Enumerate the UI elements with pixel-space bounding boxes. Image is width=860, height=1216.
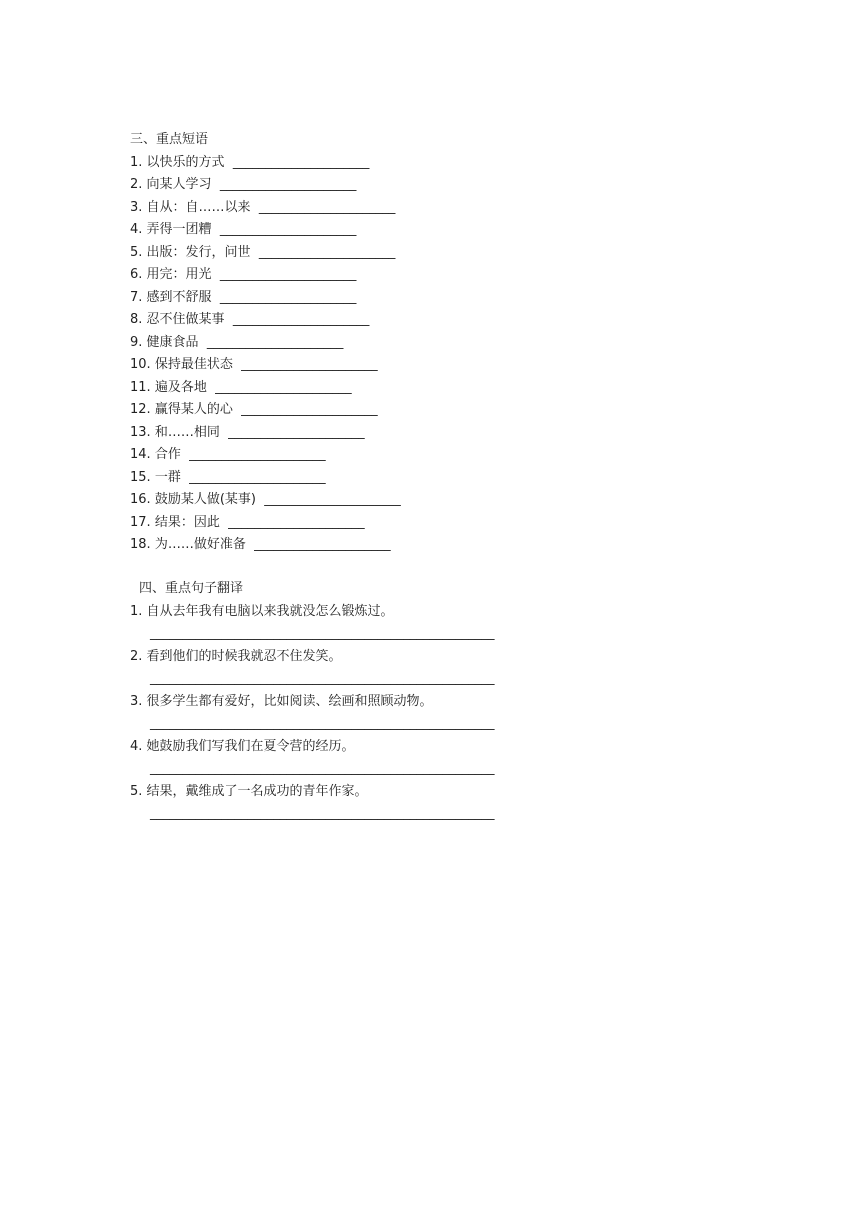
item-number: 5. (130, 244, 143, 260)
sentence-item (130, 736, 730, 759)
item-number: 4. (130, 738, 143, 754)
sentence-item (130, 691, 730, 714)
phrase-item (130, 197, 730, 220)
answer-blank[interactable]: _____________________ (264, 492, 401, 507)
answer-blank[interactable]: _____________________ (241, 357, 378, 372)
phrase-item (130, 152, 730, 175)
answer-blank[interactable]: _____________________ (228, 514, 365, 530)
phrase-item (130, 467, 730, 490)
sentence-item (130, 781, 730, 804)
item-number: 6. (130, 267, 143, 282)
answer-blank[interactable]: _____________________ (215, 379, 352, 395)
item-number: 17. (130, 514, 151, 530)
sentence-list (130, 601, 730, 826)
phrase-text: 鼓励某人做(某事) (150, 492, 261, 507)
phrase-item (130, 512, 730, 535)
phrase-text: 保持最佳状态 (150, 357, 237, 372)
phrase-item (130, 489, 730, 512)
sentence-item (130, 646, 730, 669)
item-number: 4. (130, 222, 143, 237)
item-number: 16. (130, 492, 151, 507)
phrase-item (130, 264, 730, 287)
phrase-text: 和……相同 (150, 424, 224, 440)
phrase-item (130, 174, 730, 197)
phrase-item (130, 242, 730, 265)
answer-blank[interactable]: _____________________ (189, 469, 326, 485)
phrase-text: 向某人学习 (142, 177, 216, 192)
sentence-text: 看到他们的时候我就忍不住发笑。 (142, 648, 342, 664)
phrase-text: 结果：因此 (150, 514, 224, 530)
phrase-text: 赢得某人的心 (150, 402, 237, 417)
answer-blank[interactable]: _____________________ (258, 199, 396, 215)
phrase-text: 遍及各地 (150, 379, 211, 395)
translation-blank[interactable]: _____________________________________________________ (150, 626, 495, 641)
phrase-item (130, 399, 730, 422)
section-heading: 三、重点短语 (130, 132, 209, 147)
item-number: 7. (130, 289, 143, 305)
phrase-text: 为……做好准备 (150, 537, 250, 552)
phrase-item (130, 354, 730, 377)
section-sentence-translation (130, 578, 730, 826)
answer-blank[interactable]: _____________________ (219, 267, 357, 282)
translation-blank[interactable]: _____________________________________________________ (150, 716, 495, 731)
phrase-text: 一群 (150, 469, 185, 485)
phrase-item (130, 534, 730, 557)
phrase-item (130, 309, 730, 332)
answer-blank[interactable]: _____________________ (189, 447, 326, 462)
sentence-text: 她鼓励我们写我们在夏令营的经历。 (142, 738, 355, 754)
item-number: 2. (130, 648, 143, 664)
section-heading: 四、重点句子翻译 (139, 581, 244, 596)
item-number: 18. (130, 537, 151, 552)
sentence-text: 很多学生都有爱好，比如阅读、绘画和照顾动物。 (142, 693, 433, 709)
item-number: 3. (130, 199, 143, 215)
phrase-item (130, 377, 730, 400)
item-number: 5. (130, 783, 143, 799)
phrase-text: 忍不住做某事 (142, 312, 229, 327)
phrase-text: 弄得一团糟 (142, 222, 216, 237)
sentence-text: 结果，戴维成了一名成功的青年作家。 (142, 783, 368, 799)
answer-blank[interactable]: _____________________ (232, 154, 370, 170)
sentence-item (130, 601, 730, 624)
translation-blank[interactable]: _____________________________________________________ (150, 806, 495, 821)
answer-blank[interactable]: _____________________ (219, 289, 357, 305)
answer-blank[interactable]: _____________________ (258, 244, 396, 260)
phrase-text: 合作 (150, 447, 185, 462)
translation-blank[interactable]: _____________________________________________________ (150, 671, 495, 686)
item-number: 15. (130, 469, 151, 485)
phrase-text: 感到不舒服 (142, 289, 216, 305)
item-number: 12. (130, 402, 151, 417)
item-number: 11. (130, 379, 151, 395)
phrase-text: 以快乐的方式 (142, 154, 229, 170)
sentence-text: 自从去年我有电脑以来我就没怎么锻炼过。 (142, 603, 394, 619)
answer-blank[interactable]: _____________________ (232, 312, 370, 327)
answer-blank[interactable]: _____________________ (219, 177, 357, 192)
item-number: 8. (130, 312, 143, 327)
item-number: 1. (130, 603, 143, 619)
item-number: 1. (130, 154, 143, 170)
section-key-phrases (130, 129, 730, 557)
phrase-item (130, 287, 730, 310)
answer-blank[interactable]: _____________________ (206, 334, 344, 350)
item-number: 2. (130, 177, 143, 192)
item-number: 10. (130, 357, 151, 372)
item-number: 13. (130, 424, 151, 440)
translation-blank[interactable]: _____________________________________________________ (150, 761, 495, 776)
phrase-list (130, 152, 730, 557)
answer-blank[interactable]: _____________________ (254, 537, 391, 552)
item-number: 14. (130, 447, 151, 462)
item-number: 3. (130, 693, 143, 709)
phrase-text: 用完：用光 (142, 267, 216, 282)
phrase-text: 出版：发行，问世 (142, 244, 255, 260)
item-number: 9. (130, 334, 143, 350)
phrase-item (130, 444, 730, 467)
answer-blank[interactable]: _____________________ (241, 402, 378, 417)
phrase-text: 健康食品 (142, 334, 203, 350)
answer-blank[interactable]: _____________________ (219, 222, 357, 237)
phrase-item (130, 332, 730, 355)
phrase-item (130, 422, 730, 445)
phrase-text: 自从：自……以来 (142, 199, 255, 215)
phrase-item (130, 219, 730, 242)
answer-blank[interactable]: _____________________ (228, 424, 365, 440)
